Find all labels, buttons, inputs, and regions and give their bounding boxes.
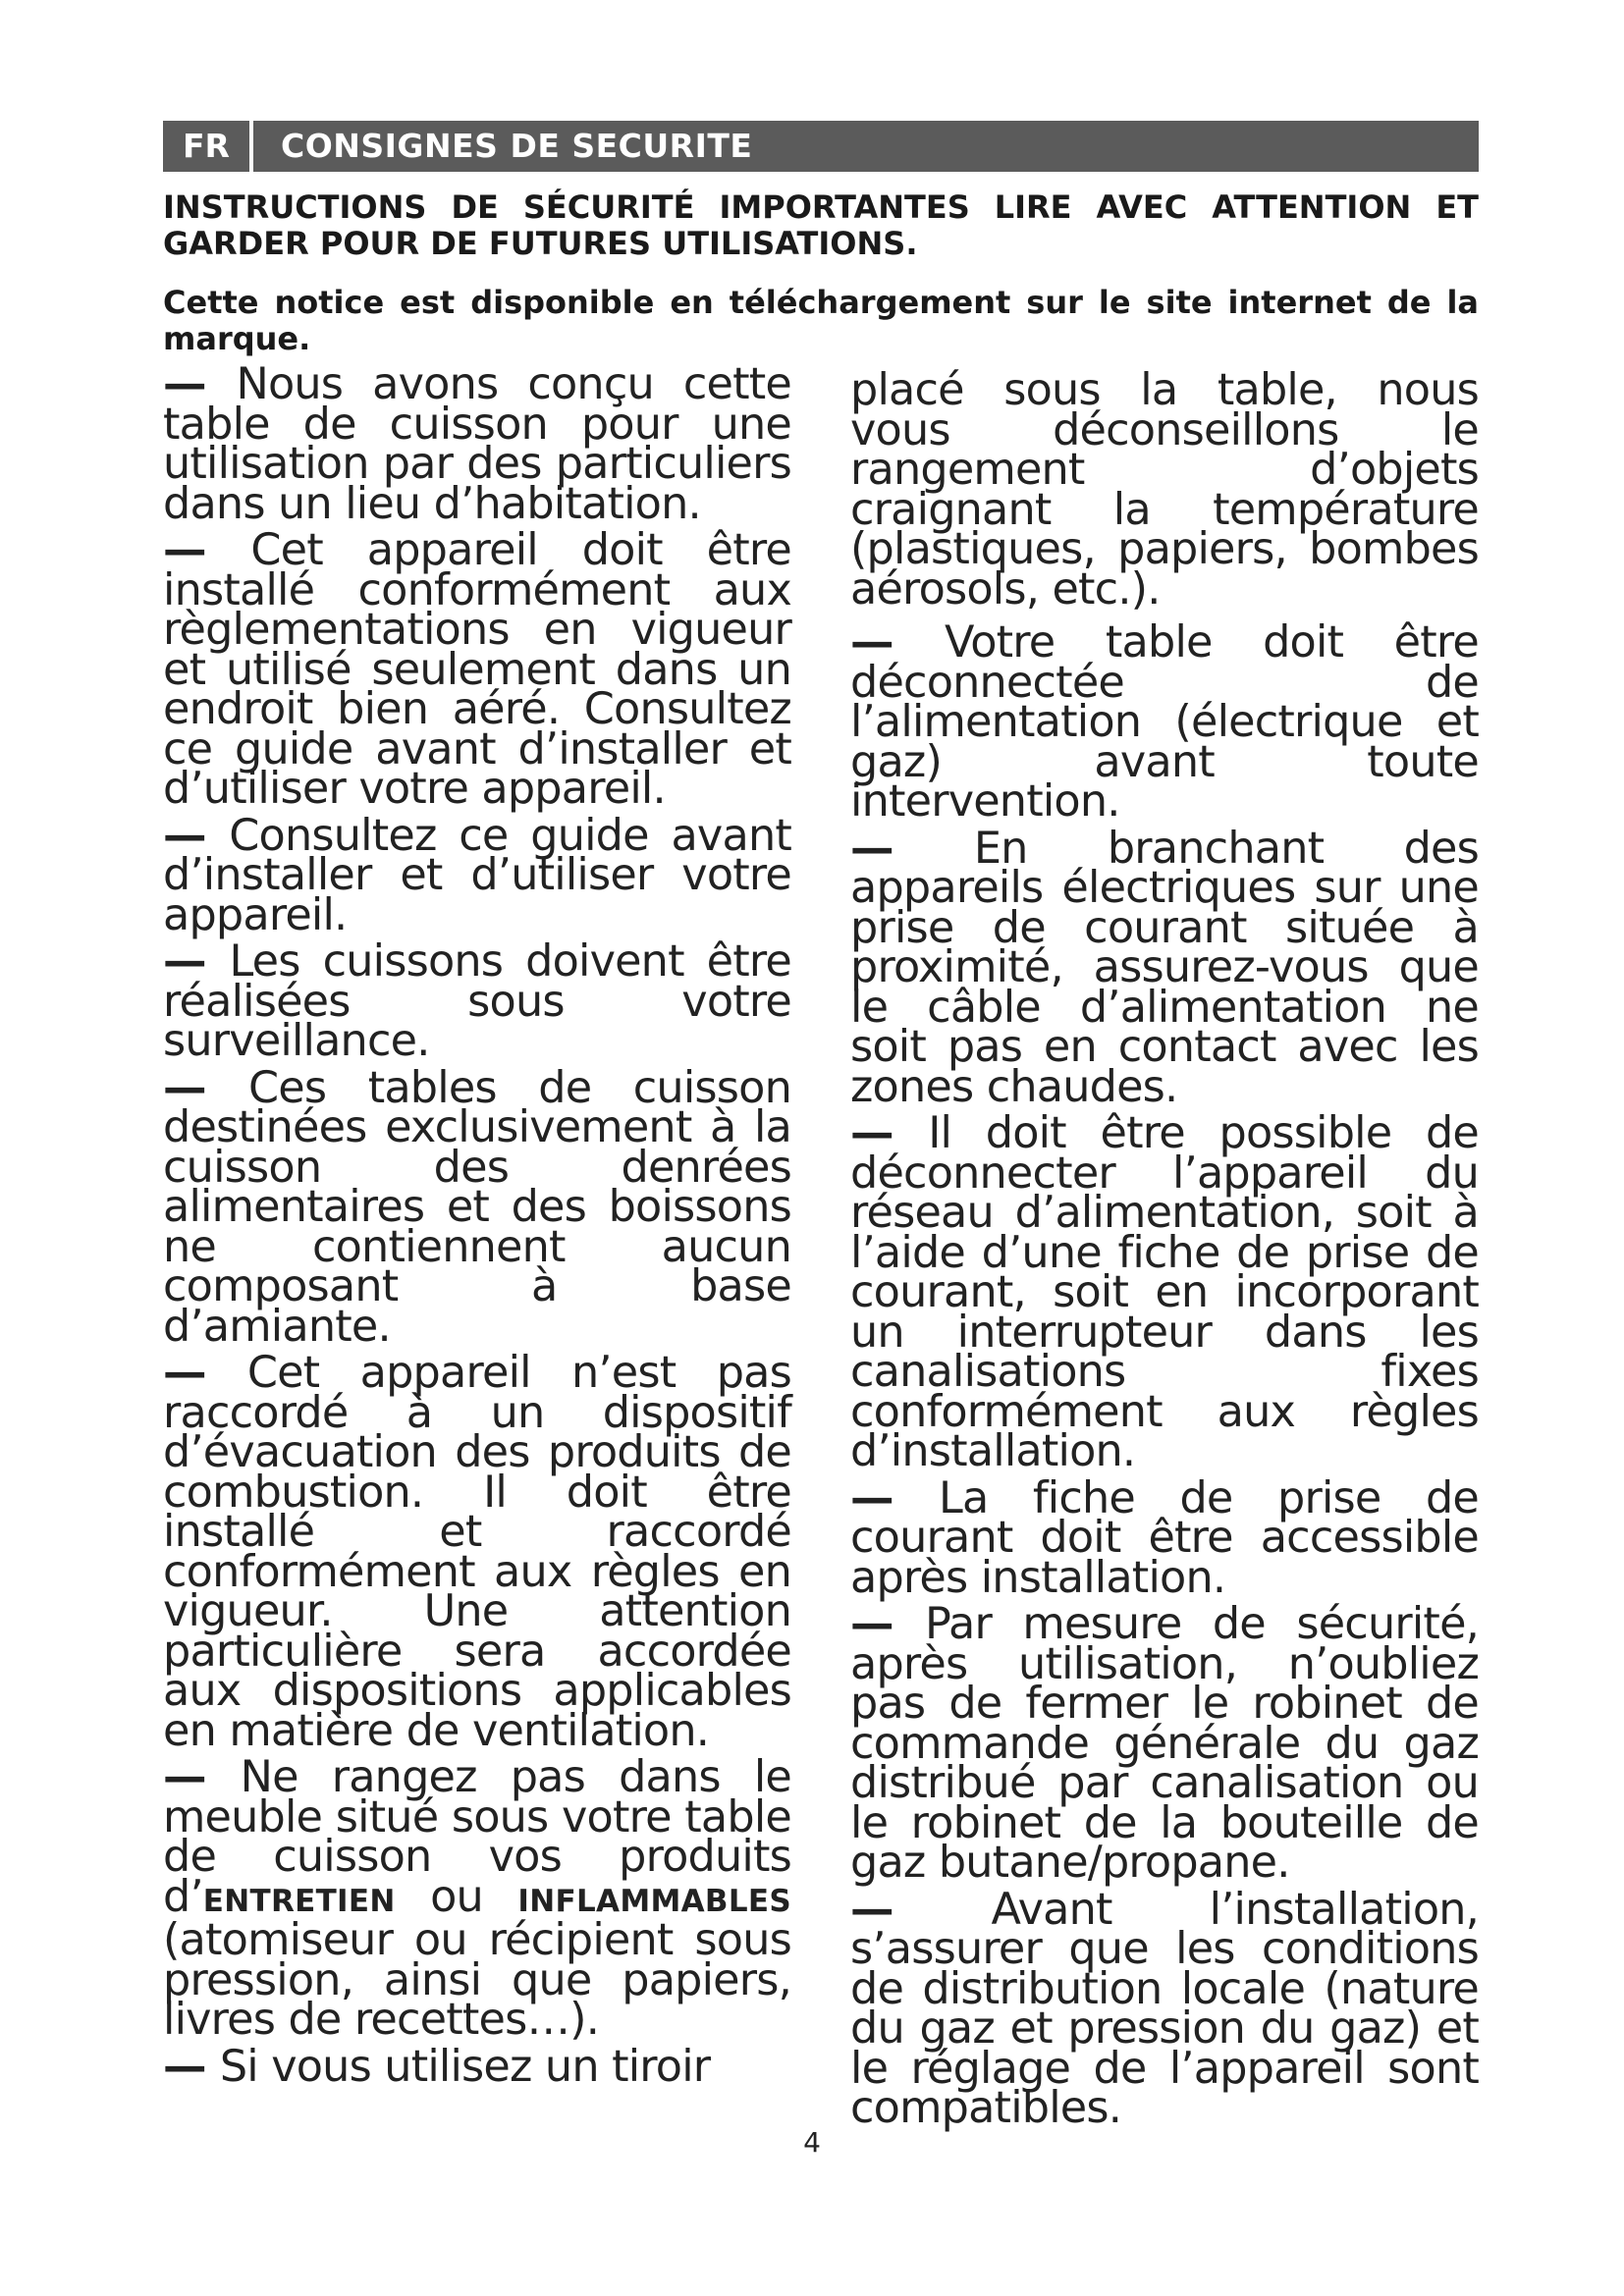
inflammables-term: INFLAMMABLES — [517, 1883, 791, 1919]
safety-item — [850, 1599, 1479, 1888]
item-text: En branchant des appareils électriques sur une prise de courant située à proximité, assurez-vous que le câble d’alimentation ne soit pas en contact avec les zones chaudes. — [850, 823, 1479, 1112]
safety-item — [850, 1472, 1479, 1603]
item-text: Il doit être possible de déconnecter l’appareil du réseau d’alimentation, soit à l’aide d’une fiche de prise de courant, soit en incorporant un interrupteur dans les canalisations fixes conformément aux règles d’installation. — [850, 1108, 1479, 1476]
dash-mark: — — [850, 823, 894, 874]
left-column — [163, 359, 791, 2094]
item-text: Avant l’installation, s’assurer que les conditions de distribution locale (nature du gaz et pression du gaz) et le réglage de l’appareil sont compatibles. — [850, 1884, 1479, 2133]
safety-item — [850, 365, 1479, 614]
item-text: Cet appareil n’est pas raccordé à un dispositif d’évacuation des produits de combustion. Il doit être installé et raccordé conformément aux règles en vigueur. Une attention particulière sera accordée aux dispositions applicables en matière de ventilation. — [163, 1348, 791, 1756]
safety-item — [163, 2041, 791, 2092]
safety-item — [163, 1752, 791, 2045]
safety-item — [850, 1108, 1479, 1476]
dash-mark: — — [163, 525, 207, 575]
right-column — [850, 365, 1479, 2136]
safety-item — [163, 525, 791, 814]
safety-item — [163, 810, 791, 940]
item-text: Ne rangez pas dans le meuble situé sous votre table de cuisson vos produits d’ — [163, 1752, 791, 1922]
dash-mark: — — [163, 1062, 207, 1113]
dash-mark: — — [163, 1752, 207, 1802]
item-text: Cet appareil doit être installé conformément aux règlementations en vigueur et utilisé seulement dans un endroit bien aéré. Consultez ce guide avant d’installer et d’utiliser votre appareil. — [163, 525, 791, 814]
item-text: ou — [395, 1871, 518, 1922]
item-text: Par mesure de sécurité, après utilisation, n’oubliez pas de fermer le robinet de commande générale du gaz distribué par canalisation ou le robinet de la bouteille de gaz butane/propane. — [850, 1599, 1479, 1888]
dash-mark: — — [850, 1884, 894, 1935]
important-instructions: INSTRUCTIONS DE SÉCURITÉ IMPORTANTES LIRE AVEC ATTENTION ET GARDER POUR DE FUTURES UTILISATIONS. — [163, 188, 1479, 262]
safety-item — [163, 1062, 791, 1352]
entretien-term: ENTRETIEN — [202, 1883, 396, 1919]
safety-item — [163, 359, 791, 529]
language-badge: FR — [163, 121, 249, 172]
page-header — [163, 121, 1479, 172]
dash-mark: — — [163, 359, 207, 409]
safety-item — [850, 1884, 1479, 2133]
item-text: Ces tables de cuisson destinées exclusivement à la cuisson des denrées alimentaires et des boissons ne contiennent aucun composant à base d’amiante. — [163, 1062, 791, 1352]
item-text: La fiche de prise de courant doit être accessible après installation. — [850, 1472, 1479, 1603]
download-notice: Cette notice est disponible en téléchargement sur le site internet de la marque. — [163, 284, 1479, 357]
page-number: 4 — [803, 2126, 821, 2159]
item-text: Votre table doit être déconnectée de l’alimentation (électrique et gaz) avant toute intervention. — [850, 617, 1479, 827]
dash-mark: — — [163, 2041, 207, 2092]
dash-mark: — — [850, 1472, 894, 1523]
dash-mark: — — [163, 1348, 207, 1398]
item-text: Si vous utilisez un tiroir — [219, 2041, 711, 2092]
dash-mark: — — [163, 810, 207, 861]
safety-item — [850, 823, 1479, 1112]
item-text: Consultez ce guide avant d’installer et d’utiliser votre appareil. — [163, 810, 791, 940]
safety-item — [850, 617, 1479, 827]
item-text: Les cuissons doivent être réalisées sous votre surveillance. — [163, 936, 791, 1066]
safety-item — [163, 1348, 791, 1756]
dash-mark: — — [163, 936, 207, 987]
dash-mark: — — [850, 1599, 894, 1649]
item-text: Nous avons conçu cette table de cuisson pour une utilisation par des particuliers dans un lieu d’habitation. — [163, 359, 791, 529]
item-text: placé sous la table, nous vous déconseillons le rangement d’objets craignant la température (plastiques, papiers, bombes aérosols, etc.). — [850, 365, 1479, 614]
dash-mark: — — [850, 617, 894, 667]
section-title: CONSIGNES DE SECURITE — [253, 121, 1479, 172]
safety-item — [163, 936, 791, 1066]
item-text: (atomiseur ou récipient sous pression, ainsi que papiers, livres de recettes…). — [163, 1915, 791, 2045]
dash-mark: — — [850, 1108, 894, 1158]
